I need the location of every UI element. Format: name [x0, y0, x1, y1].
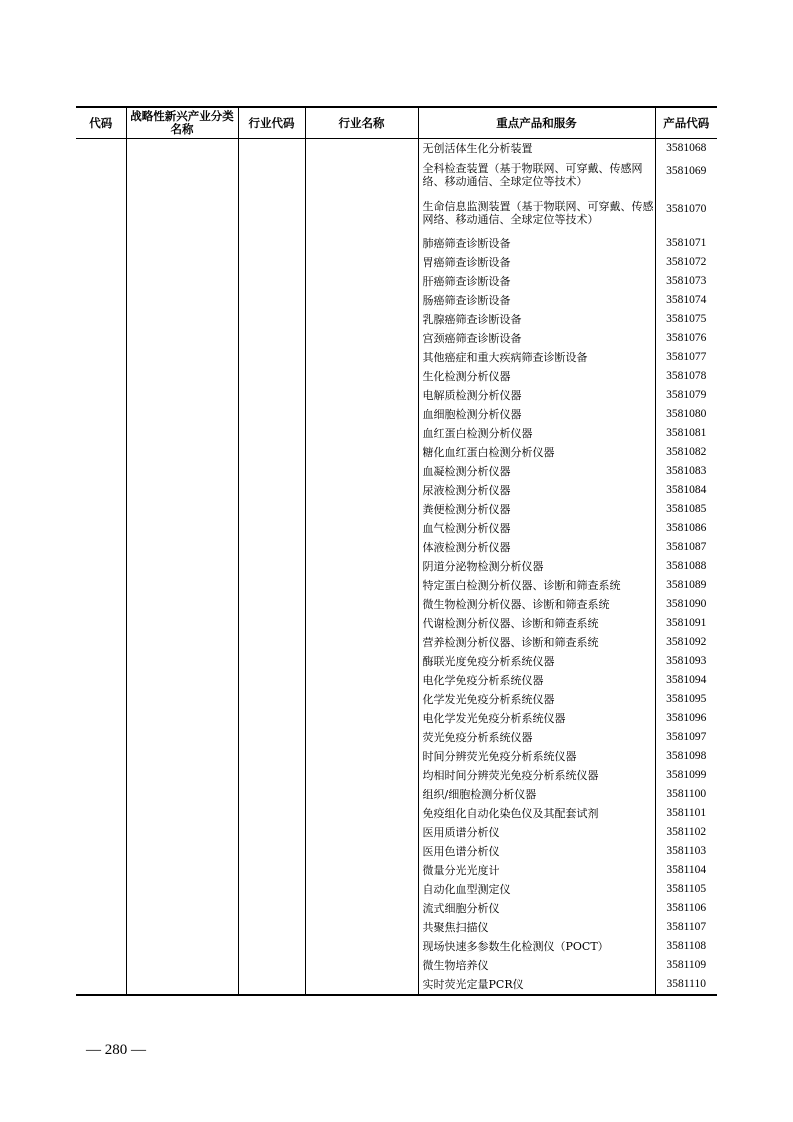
strategic-name-cell [126, 139, 238, 996]
product-name: 尿液检测分析仪器 [422, 484, 511, 497]
product-code: 3581099 [666, 769, 707, 781]
product-code: 3581094 [666, 674, 707, 686]
product-name: 体液检测分析仪器 [422, 541, 511, 554]
header-industry-code: 行业代码 [238, 107, 305, 139]
product-name: 医用色谱分析仪 [422, 845, 500, 858]
product-code: 3581078 [666, 370, 707, 382]
page-number: — 280 — [86, 1042, 146, 1058]
product-name: 微生物检测分析仪器、诊断和筛查系统 [422, 598, 610, 611]
product-name: 自动化血型测定仪 [422, 883, 511, 896]
header-strategic-name: 战略性新兴产业分类名称 [126, 107, 238, 139]
product-code: 3581098 [666, 750, 707, 762]
product-code: 3581072 [666, 256, 707, 268]
product-code: 3581110 [666, 978, 706, 990]
product-name: 其他癌症和重大疾病筛查诊断设备 [422, 351, 588, 364]
product-name: 代谢检测分析仪器、诊断和筛查系统 [422, 617, 599, 630]
product-name: 微生物培养仪 [422, 959, 489, 972]
product-name: 胃癌筛查诊断设备 [422, 256, 511, 269]
product-name: 酶联光度免疫分析系统仪器 [422, 655, 555, 668]
product-name: 肠癌筛查诊断设备 [422, 294, 511, 307]
product-name: 特定蛋白检测分析仪器、诊断和筛查系统 [422, 579, 621, 592]
product-name: 营养检测分析仪器、诊断和筛查系统 [422, 636, 599, 649]
product-name: 血红蛋白检测分析仪器 [422, 427, 533, 440]
product-code: 3581104 [666, 864, 707, 876]
product-code: 3581086 [666, 522, 707, 534]
product-code: 3581105 [666, 883, 707, 895]
product-code: 3581091 [666, 617, 707, 629]
product-name: 全科检查装置（基于物联网、可穿戴、传感网络、移动通信、全球定位等技术） [422, 162, 643, 188]
product-code: 3581095 [666, 693, 707, 705]
product-name: 化学发光免疫分析系统仪器 [422, 693, 555, 706]
product-name: 生命信息监测装置（基于物联网、可穿戴、传感网络、移动通信、全球定位等技术） [422, 200, 654, 226]
product-name: 医用质谱分析仪 [422, 826, 500, 839]
product-code: 3581102 [666, 826, 707, 838]
product-code: 3581097 [666, 731, 707, 743]
product-code: 3581068 [666, 142, 707, 154]
product-name: 血气检测分析仪器 [422, 522, 511, 535]
product-name: 乳腺癌筛查诊断设备 [422, 313, 522, 326]
product-name: 肺癌筛查诊断设备 [422, 237, 511, 250]
product-name: 微量分光光度计 [422, 864, 500, 877]
product-code: 3581101 [666, 807, 707, 819]
product-code: 3581069 [666, 165, 707, 177]
product-code: 3581081 [666, 427, 707, 439]
products-cell [418, 139, 655, 996]
product-name: 电化学免疫分析系统仪器 [422, 674, 544, 687]
header-industry-name: 行业名称 [305, 107, 418, 139]
product-name: 阴道分泌物检测分析仪器 [422, 560, 544, 573]
product-code: 3581085 [666, 503, 707, 515]
product-code: 3581073 [666, 275, 707, 287]
product-name: 时间分辨荧光免疫分析系统仪器 [422, 750, 577, 763]
product-code: 3581075 [666, 313, 707, 325]
product-code: 3581074 [666, 294, 707, 306]
product-name: 生化检测分析仪器 [422, 370, 511, 383]
product-name: 粪便检测分析仪器 [422, 503, 511, 516]
product-name: 糖化血红蛋白检测分析仪器 [422, 446, 555, 459]
product-table [76, 106, 717, 996]
product-code: 3581096 [666, 712, 707, 724]
product-code: 3581082 [666, 446, 707, 458]
product-code: 3581077 [666, 351, 707, 363]
product-name: 电化学发光免疫分析系统仪器 [422, 712, 566, 725]
product-name: 电解质检测分析仪器 [422, 389, 522, 402]
product-code: 3581100 [666, 788, 707, 800]
industry-code-cell [238, 139, 305, 996]
product-code: 3581092 [666, 636, 707, 648]
code-cell [76, 139, 126, 996]
product-code: 3581087 [666, 541, 707, 553]
product-name: 无创活体生化分析装置 [422, 142, 533, 155]
product-name: 组织/细胞检测分析仪器 [422, 788, 537, 801]
product-code: 3581107 [666, 921, 707, 933]
product-code: 3581079 [666, 389, 707, 401]
product-code: 3581084 [666, 484, 707, 496]
product-code: 3581103 [666, 845, 707, 857]
product-code: 3581093 [666, 655, 707, 667]
product-name: 肝癌筛查诊断设备 [422, 275, 511, 288]
header-code: 代码 [76, 107, 126, 139]
product-name: 宫颈癌筛查诊断设备 [422, 332, 522, 345]
product-name: 血细胞检测分析仪器 [422, 408, 522, 421]
product-code: 3581080 [666, 408, 707, 420]
product-code: 3581076 [666, 332, 707, 344]
product-name: 均相时间分辨荧光免疫分析系统仪器 [422, 769, 599, 782]
product-code: 3581089 [666, 579, 707, 591]
product-code: 3581108 [666, 940, 707, 952]
product-name: 现场快速多参数生化检测仪（POCT） [422, 940, 609, 953]
product-codes-cell [655, 139, 717, 996]
product-code: 3581109 [666, 959, 707, 971]
product-code: 3581088 [666, 560, 707, 572]
product-name: 实时荧光定量PCR仪 [422, 978, 524, 991]
header-products: 重点产品和服务 [418, 107, 655, 139]
product-name: 血凝检测分析仪器 [422, 465, 511, 478]
table-header-row [76, 107, 717, 139]
product-code: 3581071 [666, 237, 707, 249]
table-body-row [76, 139, 717, 996]
product-name: 流式细胞分析仪 [422, 902, 500, 915]
product-name: 荧光免疫分析系统仪器 [422, 731, 533, 744]
product-name: 免疫组化自动化染色仪及其配套试剂 [422, 807, 599, 820]
product-code: 3581070 [666, 203, 707, 215]
product-code: 3581083 [666, 465, 707, 477]
header-product-code: 产品代码 [655, 107, 717, 139]
industry-name-cell [305, 139, 418, 996]
product-name: 共聚焦扫描仪 [422, 921, 489, 934]
product-code: 3581090 [666, 598, 707, 610]
product-code: 3581106 [666, 902, 707, 914]
